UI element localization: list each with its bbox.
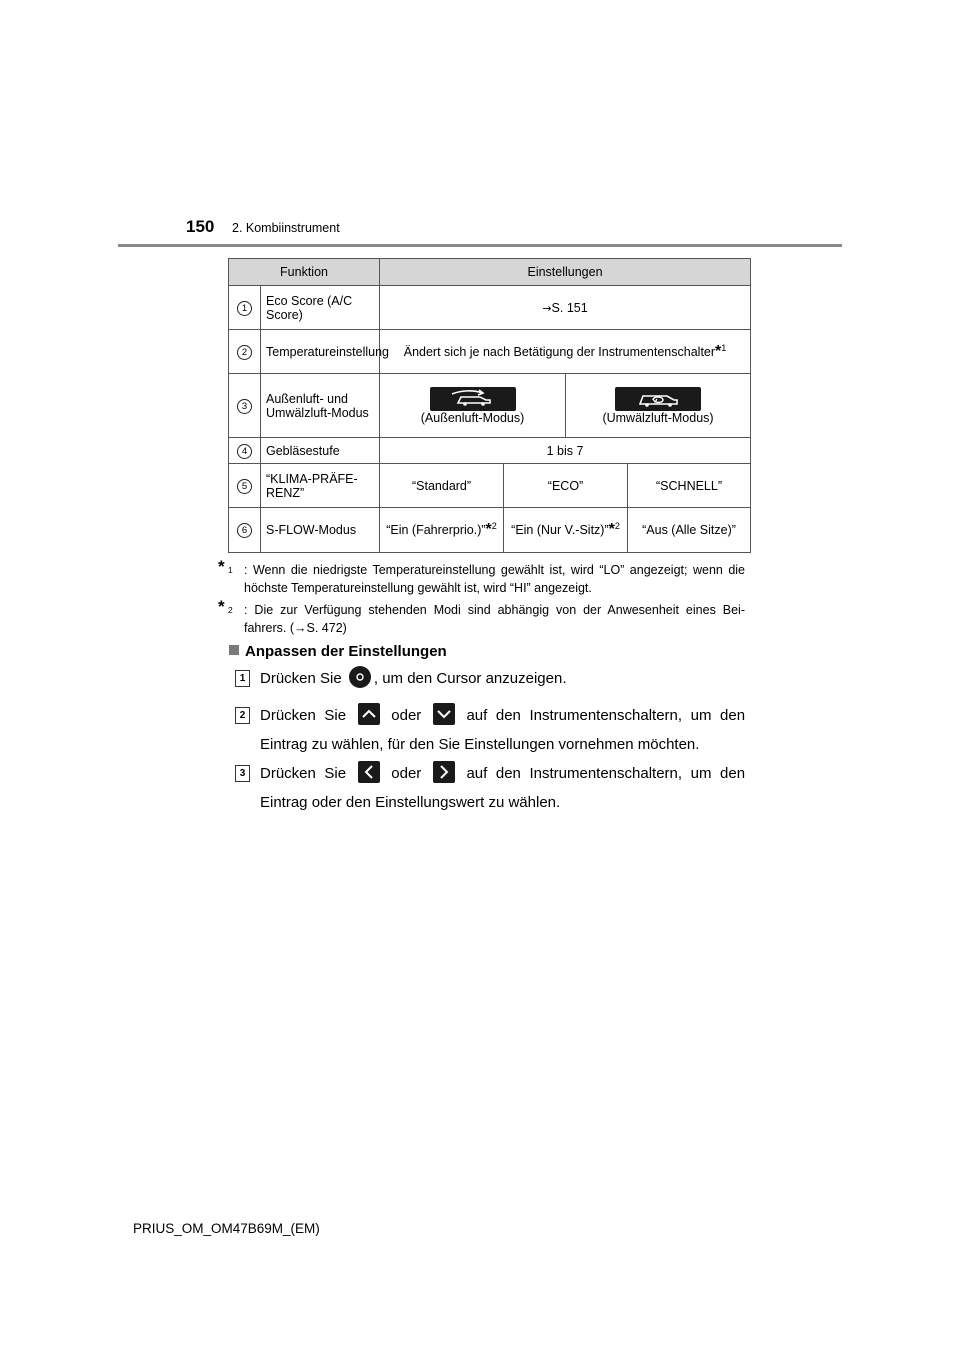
page-number: 150 — [186, 217, 215, 236]
step-2 — [235, 701, 745, 759]
page-reference: S. 151 — [551, 300, 588, 315]
row-function: Gebläsestufe — [261, 438, 380, 464]
row-setting: Ändert sich je nach Betätigung der Instrumentenschalter*$^1$ — [380, 330, 751, 374]
footnote-number: 1 — [228, 565, 233, 575]
option-recirculation — [566, 374, 751, 438]
step-text: Drücken Sie oder auf den Instrumentenschaltern, um den Eintrag zu wählen, für den Sie Einstellungen vornehmen möchten. — [235, 701, 745, 759]
footnote-mark: * — [715, 342, 722, 360]
option-eco: “ECO” — [504, 464, 628, 508]
chevron-left-icon — [358, 761, 380, 783]
chevron-up-icon — [358, 703, 380, 725]
row-number: 1 — [237, 301, 252, 316]
row-setting: 1 bis 7 — [380, 438, 751, 464]
footnote-mark: * — [485, 521, 492, 538]
step-number: 3 — [235, 765, 250, 782]
table-row — [229, 464, 751, 508]
step-number: 1 — [235, 670, 250, 687]
settings-table — [228, 258, 751, 553]
row-function: Eco Score (A/C Score) — [261, 286, 380, 330]
footnote-mark: * — [218, 597, 225, 616]
option-schnell: “SCHNELL” — [628, 464, 751, 508]
step-text: Drücken Sie , um den Cursor anzuzeigen. — [235, 664, 745, 693]
fresh-air-icon — [430, 387, 516, 411]
section-heading: Anpassen der Einstellungen — [229, 643, 447, 660]
header-rule — [118, 244, 842, 247]
recirculation-icon — [615, 387, 701, 411]
arrow-icon: → — [542, 301, 552, 315]
chevron-right-icon — [433, 761, 455, 783]
footnote-ref: 2 — [614, 520, 620, 531]
bullet-square-icon — [229, 645, 239, 655]
row-function: Außenluft- und Umwälzluft-Modus — [261, 374, 380, 438]
column-header-function: Funktion — [229, 259, 380, 286]
row-number: 6 — [237, 523, 252, 538]
step-1 — [235, 664, 745, 693]
table-row — [229, 374, 751, 438]
table-row — [229, 330, 751, 374]
model-code: PRIUS_OM_OM47B69M_(EM) — [133, 1221, 320, 1236]
row-number: 4 — [237, 444, 252, 459]
table-row — [229, 438, 751, 464]
ok-button-icon — [349, 666, 371, 688]
row-function: S-FLOW-Modus — [261, 508, 380, 553]
row-setting — [380, 286, 751, 330]
table-row — [229, 286, 751, 330]
option-label: (Umwälzluft-Modus) — [602, 410, 714, 425]
option-fresh-air — [380, 374, 566, 438]
option-driver-priority: “Ein (Fahrerprio.)”*$^2$ — [380, 508, 504, 553]
option-label: (Außenluft-Modus) — [420, 410, 525, 425]
footnote-mark: * — [608, 521, 615, 538]
option-standard: “Standard” — [380, 464, 504, 508]
option-all-seats-off: “Aus (Alle Sitze)” — [628, 508, 751, 553]
column-header-settings: Einstellungen — [380, 259, 751, 286]
step-number: 2 — [235, 707, 250, 724]
step-text: Drücken Sie oder auf den Instrumentenschaltern, um den Eintrag oder den Einstellungswert zu wählen. — [235, 759, 745, 817]
footnote-number: 2 — [228, 605, 233, 615]
footnote-text: : Die zur Verfügung stehenden Modi sind abhängig von der Anwesenheit eines Bei- fahrers. (→S. 472) — [244, 603, 745, 635]
footnote-ref: 1 — [721, 342, 727, 353]
option-front-seat-only: “Ein (Nur V.-Sitz)”*$^2$ — [504, 508, 628, 553]
chapter-title: 2. Kombiinstrument — [232, 221, 340, 235]
row-function: Temperatureinstellung — [261, 330, 380, 374]
row-number: 5 — [237, 479, 252, 494]
row-function: “KLIMA-PRÄFE- RENZ” — [261, 464, 380, 508]
row-number: 3 — [237, 399, 252, 414]
step-3 — [235, 759, 745, 817]
chevron-down-icon — [433, 703, 455, 725]
footnote-1 — [218, 557, 745, 597]
table-header-row — [229, 259, 751, 286]
footnote-mark: * — [218, 557, 225, 576]
footnote-2 — [218, 597, 745, 637]
footnote-text: : Wenn die niedrigste Temperatureinstellung gewählt ist, wird “LO” angezeigt; wenn die höchste Temperatureinstellung gewählt ist, wird “HI” angezeigt. — [244, 563, 745, 595]
row-number: 2 — [237, 345, 252, 360]
footnote-ref: 2 — [491, 520, 497, 531]
table-row — [229, 508, 751, 553]
